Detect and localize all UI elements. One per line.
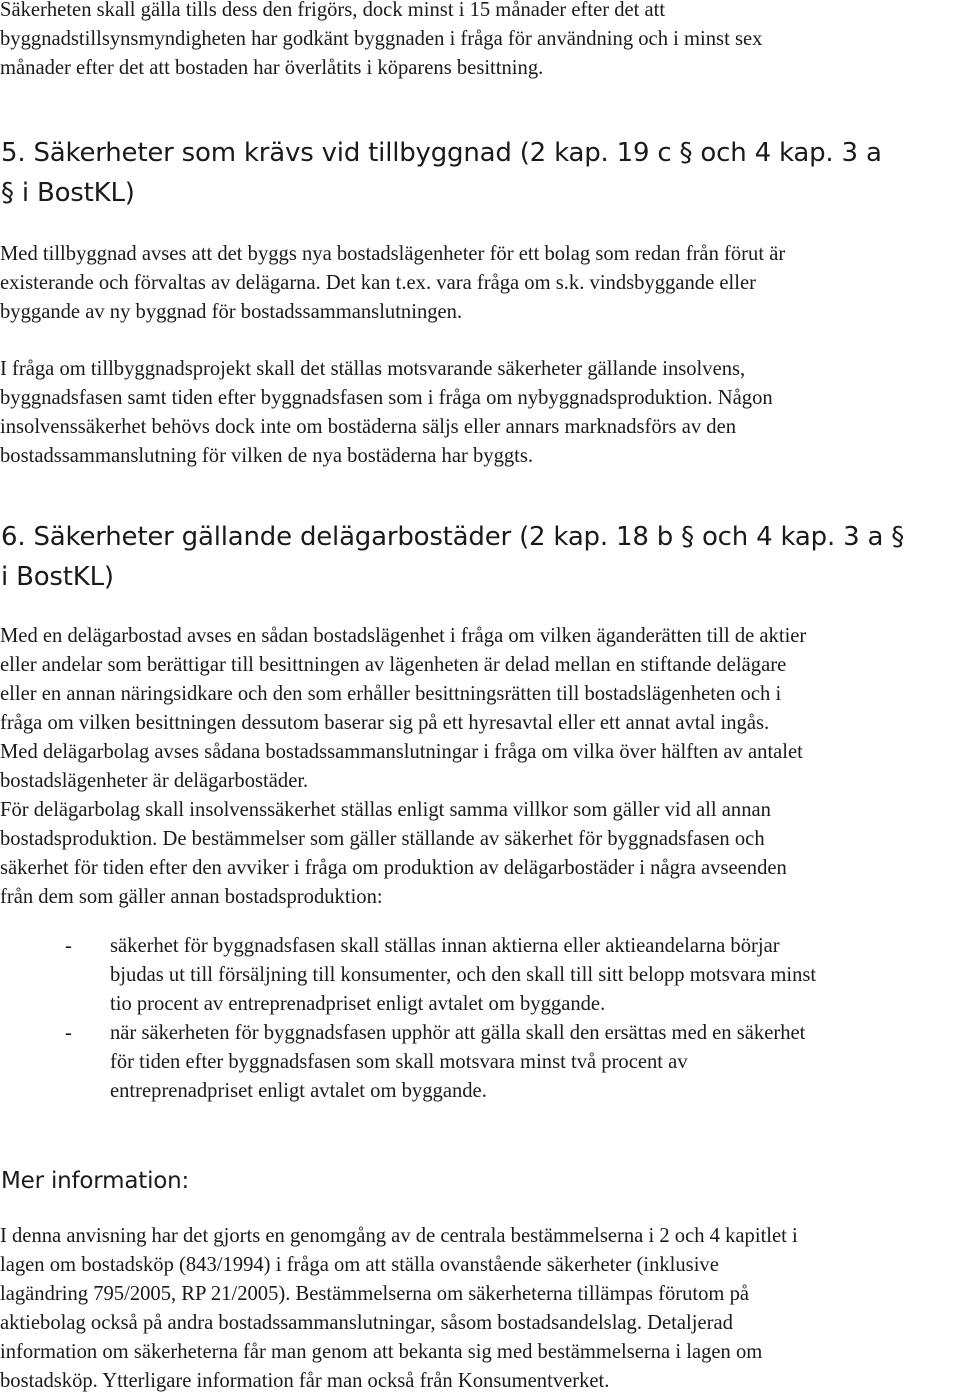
more-info-paragraph xyxy=(0,1222,960,1396)
bullet-dash: - xyxy=(65,935,72,957)
text-line: byggnadsfasen samt tiden efter byggnadsfasen som i fråga om nybyggnadsproduktion. Någon xyxy=(0,387,773,409)
more-info-heading xyxy=(1,1161,959,1201)
bullet-dash: - xyxy=(65,1022,72,1044)
heading-line: § i BostKL) xyxy=(1,178,135,208)
text-line: Med delägarbolag avses sådana bostadssammanslutningar i fråga om vilka över hälften av antalet xyxy=(0,741,803,763)
section-6-heading xyxy=(1,517,959,597)
text-line: för tiden efter byggnadsfasen som skall motsvara minst två procent av xyxy=(110,1051,688,1073)
text-line: eller en annan näringsidkare och den som erhåller besittningsrätten till bostadslägenheten och i xyxy=(0,683,782,705)
text-line: säkerhet för tiden efter den avviker i fråga om produktion av delägarbostäder i några avseenden xyxy=(0,857,787,879)
text-line: tio procent av entreprenadpriset enligt avtalet om byggande. xyxy=(110,993,606,1015)
text-line: bostadsköp. Ytterligare information får man också från Konsumentverket. xyxy=(0,1370,610,1392)
heading-line: Mer information: xyxy=(1,1168,190,1194)
heading-line: 6. Säkerheter gällande delägarbostäder (2 kap. 18 b § och 4 kap. 3 a § xyxy=(1,522,905,552)
text-line: bostadslägenheter är delägarbostäder. xyxy=(0,770,309,792)
text-line: Med tillbyggnad avses att det byggs nya bostadslägenheter för ett bolag som redan från förut är xyxy=(0,243,786,265)
text-line: Med en delägarbostad avses en sådan bostadslägenhet i fråga om vilken äganderätten till de aktier xyxy=(0,625,807,647)
section-5-heading xyxy=(1,133,959,213)
section-5-paragraph-2 xyxy=(0,355,960,471)
heading-line: i BostKL) xyxy=(1,562,114,592)
list-item xyxy=(0,932,960,1019)
text-line: bostadssammanslutning för vilken de nya bostäderna har byggts. xyxy=(0,445,534,467)
text-line: För delägarbolag skall insolvenssäkerhet ställas enligt samma villkor som gäller vid all annan xyxy=(0,799,771,821)
text-line: I denna anvisning har det gjorts en genomgång av de centrala bestämmelserna i 2 och 4 kapitlet i xyxy=(0,1225,798,1247)
text-line: bostadsproduktion. De bestämmelser som gäller ställande av säkerhet för byggnadsfasen och xyxy=(0,828,765,850)
text-line: månader efter det att bostaden har överlåtits i köparens besittning. xyxy=(0,57,544,79)
text-line: lagändring 795/2005, RP 21/2005). Bestämmelserna om säkerheterna tillämpas förutom på xyxy=(0,1283,750,1305)
text-line: eller andelar som berättigar till besittningen av lägenheten är delad mellan en stiftande delägare xyxy=(0,654,787,676)
text-line: Säkerheten skall gälla tills dess den frigörs, dock minst i 15 månader efter det att xyxy=(0,0,666,21)
text-line: insolvenssäkerhet behövs dock inte om bostäderna säljs eller annars marknadsförs av den xyxy=(0,416,737,438)
text-line: bjudas ut till försäljning till konsumenter, och den skall till sitt belopp motsvara minst xyxy=(110,964,817,986)
text-line: lagen om bostadsköp (843/1994) i fråga om att ställa ovanstående säkerheter (inklusive xyxy=(0,1254,719,1276)
list-item xyxy=(0,1019,960,1106)
text-line: existerande och förvaltas av delägarna. Det kan t.ex. vara fråga om s.k. vindsbyggande eller xyxy=(0,272,756,294)
text-line: byggnadstillsynsmyndigheten har godkänt byggnaden i fråga för användning och i minst sex xyxy=(0,28,763,50)
text-line: aktiebolag också på andra bostadssammanslutningar, såsom bostadsandelslag. Detaljerad xyxy=(0,1312,733,1334)
heading-line: 5. Säkerheter som krävs vid tillbyggnad (2 kap. 19 c § och 4 kap. 3 a xyxy=(1,138,882,168)
text-line: fråga om vilken besittningen dessutom baserar sig på ett hyresavtal eller ett annat avtal ingås. xyxy=(0,712,770,734)
text-line: från dem som gäller annan bostadsproduktion: xyxy=(0,886,383,908)
section-6-bullet-list xyxy=(0,932,960,1106)
text-line: I fråga om tillbyggnadsprojekt skall det ställas motsvarande säkerheter gällande insolvens, xyxy=(0,358,746,380)
text-line: byggande av ny byggnad för bostadssammanslutningen. xyxy=(0,301,463,323)
intro-paragraph xyxy=(0,0,960,83)
section-6-paragraph xyxy=(0,622,960,912)
section-5-paragraph-1 xyxy=(0,240,960,327)
text-line: när säkerheten för byggnadsfasen upphör att gälla skall den ersättas med en säkerhet xyxy=(110,1022,806,1044)
text-line: säkerhet för byggnadsfasen skall ställas innan aktierna eller aktieandelarna börjar xyxy=(110,935,780,957)
text-line: information om säkerheterna får man genom att bekanta sig med bestämmelserna i lagen om xyxy=(0,1341,763,1363)
text-line: entreprenadpriset enligt avtalet om byggande. xyxy=(110,1080,487,1102)
